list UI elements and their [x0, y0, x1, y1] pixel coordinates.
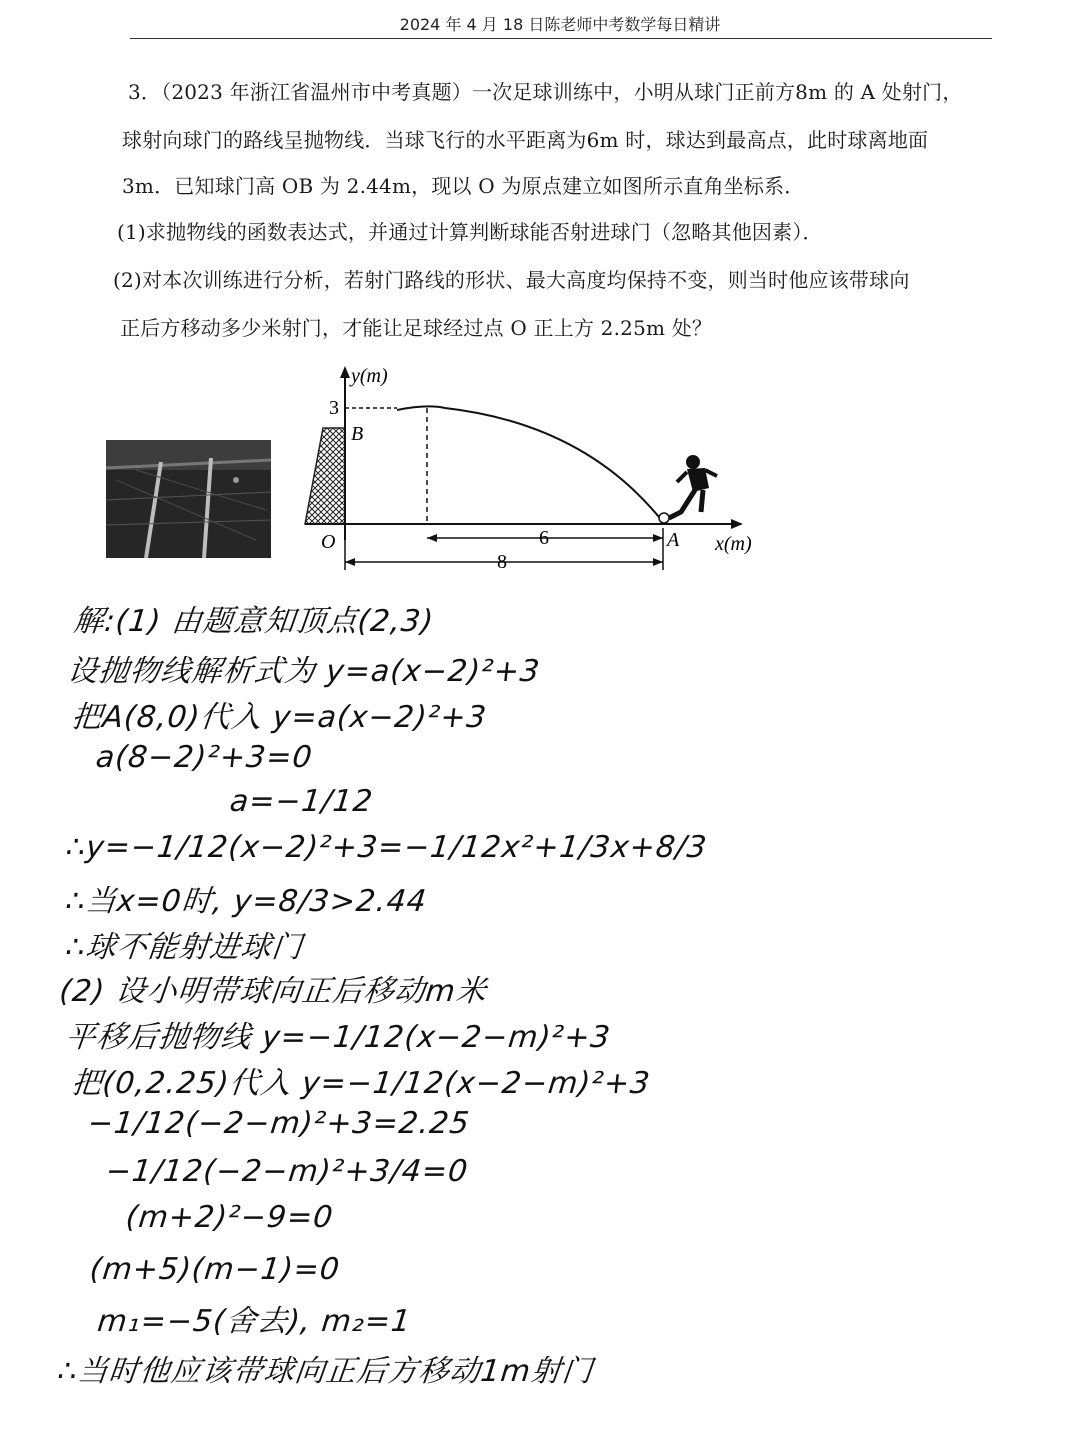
solution-line-12: −1/12(−2−m)²+3=2.25	[86, 1106, 472, 1141]
goal-post	[305, 428, 345, 524]
solution-line-9: (2) 设小明带球向正后移动m米	[57, 974, 489, 1009]
solution-line-3: 把A(8,0)代入 y=a(x−2)²+3	[69, 700, 489, 735]
solution-line-16: m₁=−5(舍去), m₂=1	[95, 1304, 414, 1339]
page-header: 2024 年 4 月 18 日陈老师中考数学每日精讲	[399, 15, 721, 34]
solution-line-17: ∴当时他应该带球向正后方移动1m射门	[55, 1354, 595, 1389]
question-line-1: 3．（2023 年浙江省温州市中考真题）一次足球训练中，小明从球门正前方8m 的 A 处射门，	[128, 80, 963, 104]
y-axis-label: y(m)	[351, 365, 388, 387]
solution-line-10: 平移后抛物线 y=−1/12(x−2−m)²+3	[63, 1020, 613, 1055]
x-axis-arrow	[731, 519, 743, 529]
question-part-2: (2)对本次训练进行分析，若射门路线的形状、最大高度均保持不变，则当时他应该带球向	[113, 268, 910, 292]
ball	[659, 513, 669, 523]
solution-line-11: 把(0,2.25)代入 y=−1/12(x−2−m)²+3	[69, 1066, 653, 1101]
header-rule	[130, 38, 992, 39]
solution-line-13: −1/12(−2−m)²+3/4=0	[104, 1154, 471, 1189]
goal-photo	[106, 440, 271, 558]
question-part-1: (1)求抛物线的函数表达式，并通过计算判断球能否射进球门（忽略其他因素）．	[117, 220, 823, 244]
solution-line-4: a(8−2)²+3=0	[94, 740, 315, 775]
label-O: O	[321, 531, 336, 553]
solution-line-15: (m+5)(m−1)=0	[88, 1252, 342, 1287]
solution-line-1: 解:(1) 由题意知顶点(2,3)	[71, 604, 436, 639]
label-8: 8	[497, 551, 507, 573]
solution-line-8: ∴球不能射进球门	[63, 930, 305, 965]
question-line-3: 3m．已知球门高 OB 为 2.44m，现以 O 为原点建立如图所示直角坐标系．	[122, 174, 805, 198]
player-silhouette	[669, 455, 717, 518]
trajectory-parabola	[397, 406, 663, 522]
coordinate-figure	[285, 362, 785, 581]
solution-line-2: 设抛物线解析式为 y=a(x−2)²+3	[65, 654, 542, 689]
question-line-2: 球射向球门的路线呈抛物线．当球飞行的水平距离为6m 时，球达到最高点，此时球离地面	[122, 128, 929, 152]
label-B: B	[351, 423, 364, 445]
label-A: A	[667, 529, 680, 551]
solution-line-5: a=−1/12	[228, 784, 375, 819]
solution-line-7: ∴当x=0时, y=8/3>2.44	[63, 884, 429, 919]
y-axis-arrow	[340, 366, 350, 378]
label-6: 6	[539, 527, 549, 549]
solution-line-14: (m+2)²−9=0	[124, 1200, 336, 1235]
x-axis-label: x(m)	[715, 533, 752, 555]
solution-line-6: ∴y=−1/12(x−2)²+3=−1/12x²+1/3x+8/3	[64, 830, 709, 865]
question-line-6: 正后方移动多少米射门，才能让足球经过点 O 正上方 2.25m 处？	[120, 316, 713, 340]
label-3: 3	[329, 397, 339, 419]
